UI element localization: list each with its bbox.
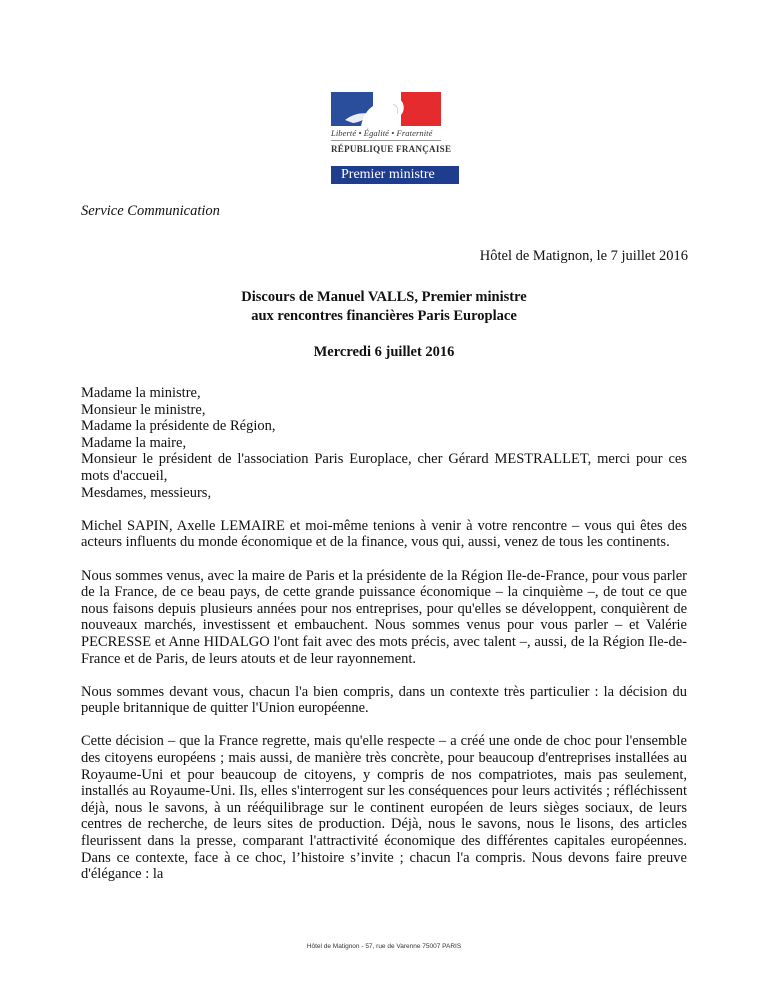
speech-date: Mercredi 6 juillet 2016: [313, 344, 455, 360]
page-footer: Hôtel de Matignon - 57, rue de Varenne 75007 PARIS: [306, 943, 462, 950]
document-title: [0, 288, 768, 326]
paragraph: Nous sommes devant vous, chacun l'a bien compris, dans un contexte très particulier : la décision du peuple britannique de quitter l'Union européenne.: [81, 683, 687, 717]
service-label: Service Communication: [81, 203, 220, 219]
salutation: Mesdames, messieurs,: [81, 484, 212, 501]
paragraph: Michel SAPIN, Axelle LEMAIRE et moi-même tenions à venir à votre rencontre – vous qui êtes des acteurs influents du monde économique et de la finance, vous qui, aussi, venez de tous les continents.: [81, 517, 687, 551]
speech-body: [81, 385, 687, 899]
republique-francaise-logo: [331, 92, 461, 154]
premier-ministre-banner: Premier ministre: [331, 166, 459, 184]
motto-text: Liberté • Égalité • Fraternité: [331, 128, 433, 138]
title-line-1: Discours de Manuel VALLS, Premier ministre: [241, 289, 527, 305]
divider: [331, 140, 441, 141]
salutations: [81, 385, 687, 501]
salutation: Madame la maire,: [81, 434, 187, 451]
dateline: Hôtel de Matignon, le 7 juillet 2016: [479, 248, 688, 264]
marianne-flag-icon: [331, 92, 441, 126]
paragraph: Cette décision – que la France regrette, mais qu'elle respecte – a créé une onde de choc pour l'ensemble des citoyens européens ; mais aussi, de manière très concrète, pour beaucoup d'entreprises installées au Royaume-Uni et pour beaucoup de citoyens, y compris de nos compatriotes, mais pas seulement, installés au Royaume-Uni. Ils, elles s'interrogent sur les conséquences pour leurs activités ; réfléchissent déjà, nous le savons, à un rééquilibrage sur le continent européen de leurs sièges sociaux, de leurs centres de recherche, de leurs sites de production. Déjà, nous le savons, nous le lisons, des articles fleurissent dans la presse, comparant l'attractivité économique des différentes capitales européennes. Dans ce contexte, face à ce choc, l’histoire s’invite ; chacun l'a compris. Nous devons faire preuve d'élégance : la: [81, 733, 687, 883]
title-line-2: aux rencontres financières Paris Europlace: [251, 308, 517, 324]
salutation: Monsieur le président de l'association Paris Europlace, cher Gérard MESTRALLET, merci pour ces mots d'accueil,: [81, 451, 687, 484]
salutation: Madame la présidente de Région,: [81, 418, 276, 435]
salutation: Monsieur le ministre,: [81, 401, 206, 418]
paragraph: Nous sommes venus, avec la maire de Paris et la présidente de la Région Ile-de-France, pour vous parler de la France, de ce beau pays, de cette grande puissance économique – la cinquième –, de tout ce que nous faisons depuis plusieurs années pour nos entreprises, pour qu'elles se développent, conquièrent de nouveaux marchés, investissent et embauchent. Nous sommes venus pour vous parler – et Valérie PECRESSE et Anne HIDALGO l'ont fait avec des mots précis, avec talent –, aussi, de la Région Ile-de-France et de Paris, de leurs atouts et de leur rayonnement.: [81, 567, 687, 667]
salutation: Madame la ministre,: [81, 385, 201, 401]
republique-francaise-text: RÉPUBLIQUE FRANÇAISE: [331, 144, 452, 154]
